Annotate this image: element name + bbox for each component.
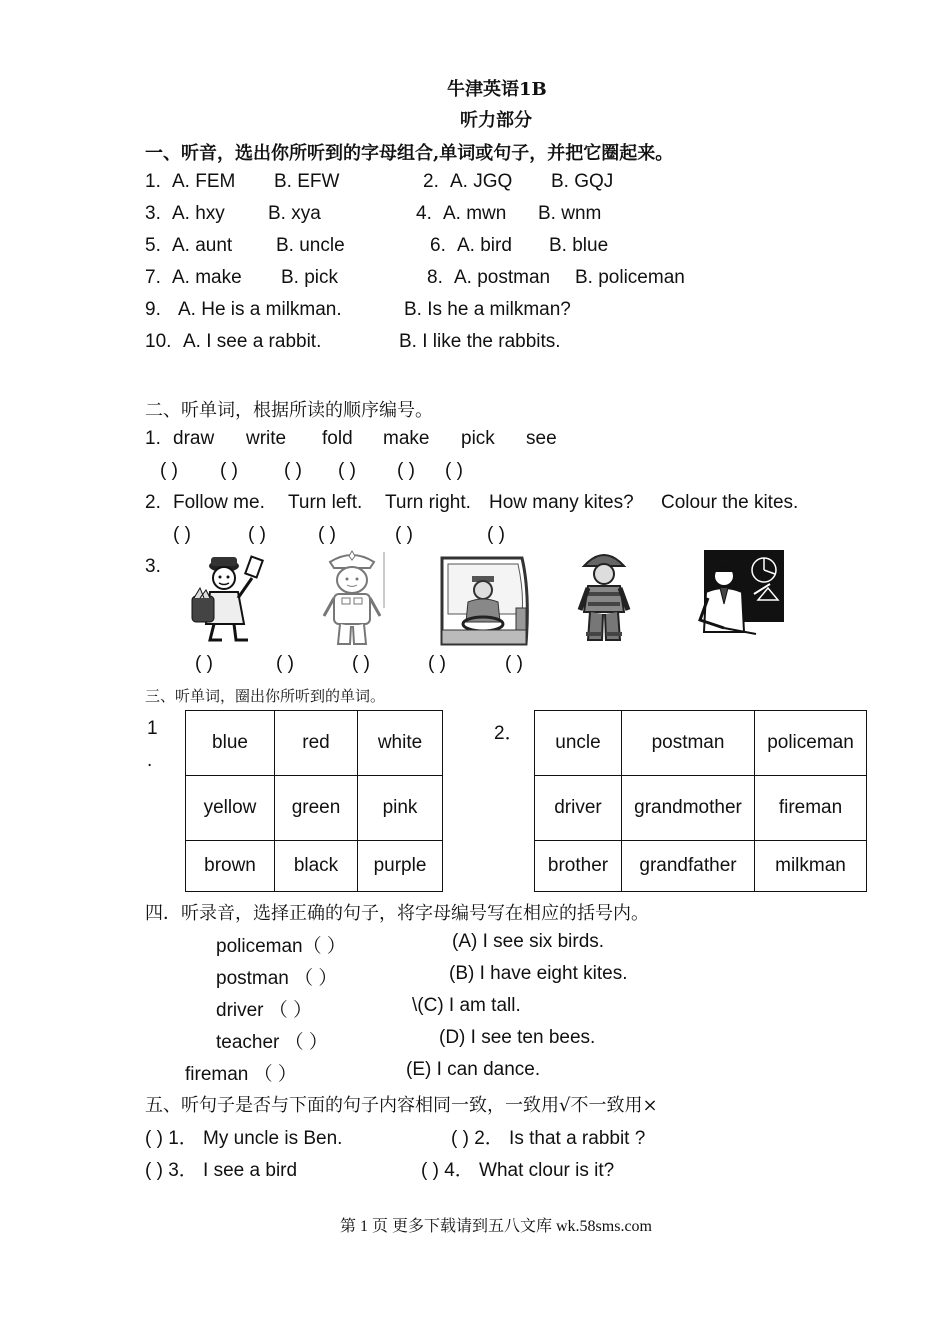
s1-q3-option-b: B. xya	[268, 203, 321, 224]
word-cell[interactable]: uncle	[535, 711, 622, 776]
s2-q2-phrase: Turn right.	[385, 492, 471, 513]
answer-blank[interactable]: ( )	[195, 653, 213, 674]
s2-q1-word: write	[246, 428, 287, 449]
word-cell[interactable]: red	[275, 711, 358, 776]
word-cell[interactable]: fireman	[755, 776, 867, 841]
s3-table2-number: 2．	[494, 723, 524, 744]
driver-picture	[438, 552, 534, 648]
word-cell[interactable]: blue	[186, 711, 275, 776]
page-title: 牛津英语1B	[447, 79, 547, 100]
s2-q1-word: draw	[173, 428, 215, 449]
s1-q5-option-b: B. uncle	[276, 235, 345, 256]
s1-q1-number: 1.	[145, 171, 161, 192]
answer-blank[interactable]: ( )	[487, 524, 505, 545]
word-cell[interactable]: grandmother	[622, 776, 755, 841]
answer-blank[interactable]: ( )	[220, 460, 238, 481]
page-footer: 第 1 页 更多下载请到五八文库 wk.58sms.com	[340, 1218, 653, 1235]
s1-q1-option-a: A. FEM	[172, 171, 236, 192]
word-cell[interactable]: milkman	[755, 841, 867, 892]
s1-q7-option-b: B. pick	[281, 267, 339, 288]
section3-heading: 三、听单词，圈出你所听到的单词。	[145, 687, 386, 705]
s1-q1-option-b: B. EFW	[274, 171, 340, 192]
word-cell[interactable]: yellow	[186, 776, 275, 841]
answer-blank[interactable]: ( )	[505, 653, 523, 674]
word-cell[interactable]: brown	[186, 841, 275, 892]
judge-item: ( ) 3． I see a bird	[145, 1160, 298, 1181]
judge-item: ( ) 2． Is that a rabbit ?	[451, 1128, 646, 1149]
s1-q9-option-b: B. Is he a milkman?	[404, 299, 571, 320]
s2-q2-number: 2.	[145, 492, 161, 513]
answer-blank[interactable]: ( )	[352, 653, 370, 674]
answer-blank[interactable]: ( )	[397, 460, 415, 481]
section5-heading: 五、听句子是否与下面的句子内容相同一致，一致用√不一致用×	[145, 1095, 658, 1116]
s1-q10-number: 10.	[145, 331, 172, 352]
answer-blank[interactable]: ( )	[338, 460, 356, 481]
match-sentence: (A) I see six birds.	[452, 931, 605, 952]
s2-q1-word: see	[526, 428, 557, 449]
word-cell[interactable]: white	[358, 711, 443, 776]
word-table-people	[534, 710, 867, 892]
word-cell[interactable]: green	[275, 776, 358, 841]
s1-q8-option-a: A. postman	[454, 267, 551, 288]
s2-q1-word: pick	[461, 428, 495, 449]
answer-blank[interactable]: ( )	[445, 460, 463, 481]
s2-q2-phrase: How many kites?	[489, 492, 634, 513]
s1-q4-option-b: B. wnm	[538, 203, 602, 224]
s2-q1-word: fold	[322, 428, 353, 449]
s1-q9-option-a: A. He is a milkman.	[178, 299, 342, 320]
page-subtitle: 听力部分	[460, 110, 532, 131]
answer-blank[interactable]: ( )	[173, 524, 191, 545]
fireman-picture	[576, 548, 632, 646]
word-cell[interactable]: black	[275, 841, 358, 892]
word-cell[interactable]: postman	[622, 711, 755, 776]
s1-q3-option-a: A. hxy	[172, 203, 225, 224]
s2-q3-number: 3.	[145, 556, 161, 577]
s2-q2-phrase: Colour the kites.	[661, 492, 799, 513]
answer-blank[interactable]: ( )	[248, 524, 266, 545]
s1-q2-number: 2.	[423, 171, 439, 192]
match-sentence: (D) I see ten bees.	[439, 1027, 596, 1048]
match-sentence: (E) I can dance.	[406, 1059, 541, 1080]
s1-q7-option-a: A. make	[172, 267, 242, 288]
s1-q9-number: 9.	[145, 299, 161, 320]
answer-blank[interactable]: ( )	[284, 460, 302, 481]
s1-q6-option-a: A. bird	[457, 235, 512, 256]
s1-q4-number: 4.	[416, 203, 432, 224]
s2-q1-number: 1.	[145, 428, 161, 449]
teacher-picture	[694, 548, 786, 644]
s2-q1-word: make	[383, 428, 430, 449]
word-cell[interactable]: purple	[358, 841, 443, 892]
s1-q6-number: 6.	[430, 235, 446, 256]
section1-heading: 一、听音，选出你所听到的字母组合,单词或句子，并把它圈起来。	[145, 143, 674, 164]
s1-q6-option-b: B. blue	[549, 235, 609, 256]
s2-q2-phrase: Turn left.	[288, 492, 363, 513]
word-cell[interactable]: pink	[358, 776, 443, 841]
s3-table1-dot: .	[147, 750, 153, 771]
word-cell[interactable]: brother	[535, 841, 622, 892]
judge-item: ( ) 1． My uncle is Ben.	[145, 1128, 343, 1149]
section2-heading: 二、听单词，根据所读的顺序编号。	[145, 400, 433, 421]
word-cell[interactable]: driver	[535, 776, 622, 841]
s2-q2-phrase: Follow me.	[173, 492, 265, 513]
answer-blank[interactable]: ( )	[428, 653, 446, 674]
match-sentence: (B) I have eight kites.	[449, 963, 628, 984]
word-cell[interactable]: policeman	[755, 711, 867, 776]
answer-blank[interactable]: ( )	[395, 524, 413, 545]
s1-q2-option-a: A. JGQ	[450, 171, 513, 192]
s1-q7-number: 7.	[145, 267, 161, 288]
s1-q5-number: 5.	[145, 235, 161, 256]
s3-table1-number: 1	[147, 718, 158, 739]
s1-q4-option-a: A. mwn	[443, 203, 507, 224]
match-job: policeman（ ）	[216, 936, 346, 957]
match-job: postman （ ）	[216, 968, 338, 989]
answer-blank[interactable]: ( )	[318, 524, 336, 545]
s1-q8-option-b: B. policeman	[575, 267, 685, 288]
s1-q10-option-b: B. I like the rabbits.	[399, 331, 561, 352]
s1-q2-option-b: B. GQJ	[551, 171, 614, 192]
s1-q8-number: 8.	[427, 267, 443, 288]
match-job: teacher （ ）	[216, 1032, 328, 1053]
word-cell[interactable]: grandfather	[622, 841, 755, 892]
match-job: fireman （ ）	[185, 1064, 297, 1085]
s1-q5-option-a: A. aunt	[172, 235, 233, 256]
postman-picture	[186, 548, 268, 648]
match-sentence: \(C) I am tall.	[412, 995, 521, 1016]
section4-heading: 四．听录音，选择正确的句子，将字母编号写在相应的括号内。	[145, 903, 649, 924]
policeman-picture	[316, 548, 388, 650]
answer-blank[interactable]: ( )	[160, 460, 178, 481]
answer-blank[interactable]: ( )	[276, 653, 294, 674]
word-table-colors	[185, 710, 443, 892]
s1-q10-option-a: A. I see a rabbit.	[183, 331, 322, 352]
match-job: driver （ ）	[216, 1000, 313, 1021]
s1-q3-number: 3.	[145, 203, 161, 224]
judge-item: ( ) 4． What clour is it?	[421, 1160, 615, 1181]
